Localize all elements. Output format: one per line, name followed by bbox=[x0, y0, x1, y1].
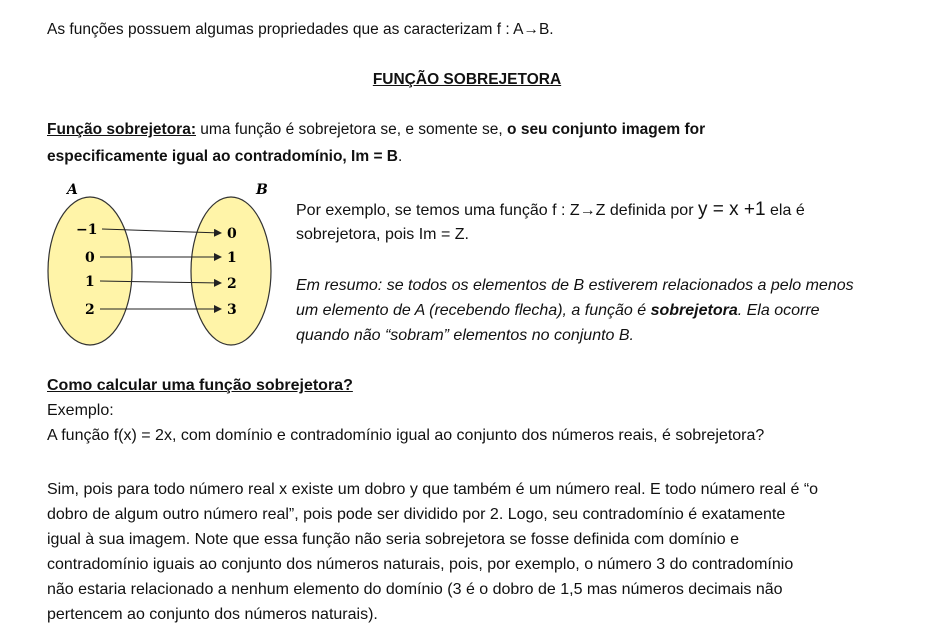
summary-bold: sobrejetora bbox=[650, 302, 738, 319]
codomain-element: 0 bbox=[227, 226, 237, 242]
definition-bold-1: o seu conjunto imagem for bbox=[507, 121, 706, 138]
set-a-label: A bbox=[67, 182, 78, 198]
set-a-ellipse bbox=[48, 197, 132, 345]
definition-end: . bbox=[398, 148, 403, 165]
mapping-diagram bbox=[40, 182, 280, 352]
answer-line: Sim, pois para todo número real x existe um dobro y que também é um número real. E todo número real é “o bbox=[47, 481, 819, 498]
codomain-element: 2 bbox=[227, 276, 237, 292]
section-title: FUNÇÃO SOBREJETORA bbox=[372, 71, 562, 88]
summary-pre: um elemento de A (recebendo flecha), a função é bbox=[296, 302, 651, 319]
definition-bold-2: especificamente igual ao contradomínio, Im = B bbox=[47, 148, 398, 165]
answer-line: dobro de algum outro número real”, pois pode ser dividido por 2. Logo, seu contradomínio é exatamente bbox=[47, 506, 786, 523]
domain-element: −1 bbox=[76, 222, 98, 238]
definition-line-2 bbox=[47, 147, 402, 167]
definition-term: Função sobrejetora: bbox=[47, 121, 196, 138]
example-post: ela é bbox=[765, 202, 805, 219]
definition-line-1 bbox=[47, 120, 705, 140]
summary-line-1: Em resumo: se todos os elementos de B estiverem relacionados a pelo menos bbox=[296, 277, 854, 294]
codomain-element: 3 bbox=[227, 302, 237, 318]
answer-line: igual à sua imagem. Note que essa função não seria sobrejetora se fosse definida com domínio e bbox=[47, 531, 739, 548]
codomain-element: 1 bbox=[227, 250, 237, 266]
definition-text: uma função é sobrejetora se, e somente se, bbox=[196, 121, 508, 138]
example-equation: y = x +1 bbox=[697, 199, 766, 220]
domain-element: 1 bbox=[85, 274, 95, 290]
set-b-label: B bbox=[256, 182, 268, 198]
set-b-ellipse bbox=[191, 197, 271, 345]
summary-post: . Ela ocorre bbox=[737, 302, 820, 319]
domain-element: 0 bbox=[85, 250, 95, 266]
example-label: Exemplo: bbox=[47, 402, 114, 419]
example-line-1 bbox=[296, 197, 805, 223]
summary-line-3: quando não “sobram” elementos no conjunto B. bbox=[296, 327, 634, 344]
answer-line: não estaria relacionado a nenhum elemento do domínio (3 é o dobro de 1,5 mas números decimais não bbox=[47, 581, 783, 598]
example-line-2: sobrejetora, pois Im = Z. bbox=[296, 226, 469, 243]
answer-line: pertencem ao conjunto dos números naturais). bbox=[47, 606, 378, 623]
answer-line: contradomínio iguais ao conjunto dos números naturais, pois, por exemplo, o número 3 do contradomínio bbox=[47, 556, 794, 573]
summary-line-2 bbox=[296, 298, 820, 323]
answer-paragraph bbox=[47, 477, 907, 627]
intro-text: As funções possuem algumas propriedades que as caracterizam f : A→B. bbox=[47, 21, 554, 38]
domain-element: 2 bbox=[85, 302, 95, 318]
example-pre: Por exemplo, se temos uma função f : Z→Z definida por bbox=[296, 202, 698, 219]
calc-question: A função f(x) = 2x, com domínio e contradomínio igual ao conjunto dos números reais, é sobrejetora? bbox=[47, 427, 765, 444]
calc-heading: Como calcular uma função sobrejetora? bbox=[47, 377, 353, 394]
